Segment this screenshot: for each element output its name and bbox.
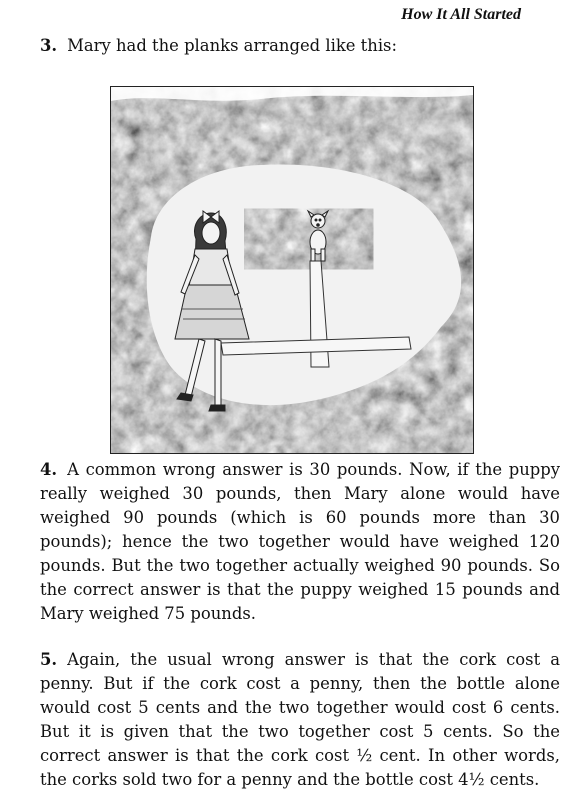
- running-head: How It All Started: [401, 6, 521, 23]
- plank-illustration: [110, 86, 474, 454]
- solution-5-number: 5.: [40, 650, 58, 669]
- solution-4-text: A common wrong answer is 30 pounds. Now, if the puppy really weighed 30 pounds, then Mary alone would have weighed 90 pounds (which is 60 pounds more than 30 pounds); hence the two together would have weighed 120 pounds. But the two together actually weighed 90 pounds. So the correct answer is that the puppy weighed 15 pounds and Mary weighed 75 pounds.: [40, 460, 560, 623]
- solution-5: [40, 648, 560, 792]
- solution-3: [40, 34, 560, 58]
- puppy: [308, 211, 328, 261]
- solution-5-text: Again, the usual wrong answer is that the cork cost a penny. But if the cork cost a penny, then the bottle alone would cost 5 cents and the two together would cost 6 cents. But it is given that the two together cost 5 cents. So the correct answer is that the cork cost ½ cent. In other words, the corks sold two for a penny and the bottle cost 4½ cents.: [40, 650, 560, 789]
- rock-mound: [244, 209, 373, 270]
- solution-3-text: Mary had the planks arranged like this:: [67, 36, 397, 55]
- solution-4: [40, 458, 560, 626]
- solution-4-number: 4.: [40, 460, 58, 479]
- solution-3-number: 3.: [40, 36, 58, 55]
